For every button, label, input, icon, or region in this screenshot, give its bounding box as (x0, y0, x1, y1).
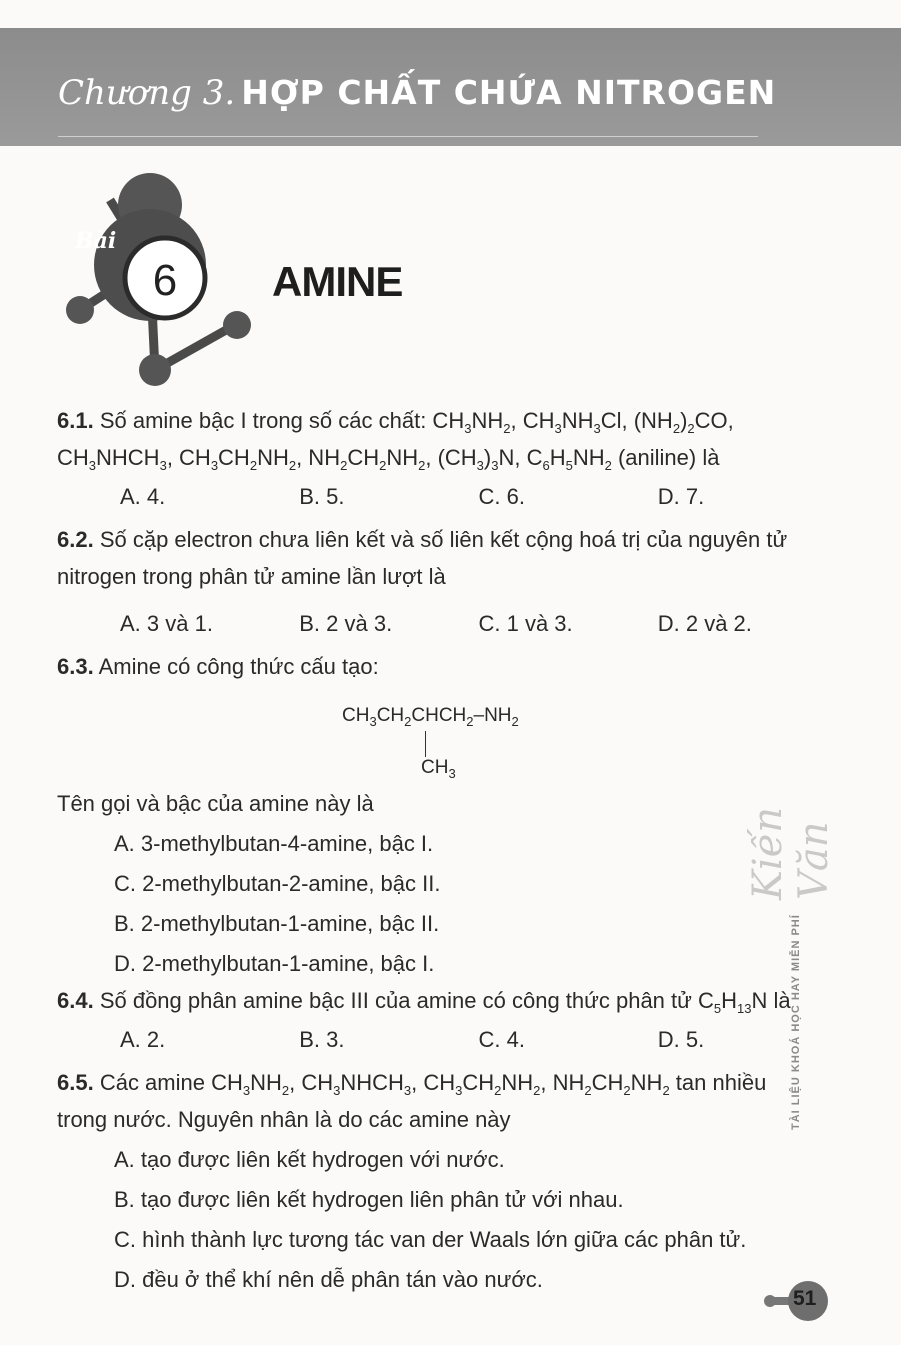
option-a[interactable]: A. 3 và 1. (120, 611, 213, 636)
text: NH (471, 408, 504, 433)
chapter-label: Chương 3. (58, 73, 236, 113)
chapter-title: HỢP CHẤT CHỨA NITROGEN (241, 73, 777, 112)
text: , (CH (425, 445, 477, 470)
text: tan nhiều (669, 1070, 767, 1095)
question-6-3 (57, 648, 837, 982)
text: NH (561, 408, 594, 433)
option-d[interactable]: D. 5. (657, 1027, 705, 1052)
page-number: 51 (793, 1287, 817, 1310)
question-6-2 (57, 521, 837, 642)
text: , CH (166, 445, 211, 470)
subscript: 3 (403, 1083, 412, 1098)
subscript: 2 (288, 458, 297, 473)
subscript: 3 (455, 1083, 463, 1098)
text: CH (342, 705, 370, 726)
text: Số cặp electron chưa liên kết và số liên kết cộng hoá trị của nguyên tử nitrogen trong phân tử amine lần lượt là (57, 527, 788, 589)
banner-divider (58, 136, 758, 137)
text: NH (630, 1070, 663, 1095)
question-text (57, 1064, 837, 1101)
text: , NH (540, 1070, 585, 1095)
formula-branch (421, 749, 456, 786)
text: NH (257, 445, 289, 470)
subscript: 3 (554, 421, 562, 436)
question-text-line-2: trong nước. Nguyên nhân là do các amine này (57, 1107, 511, 1132)
subscript: 6 (542, 458, 550, 473)
subscript: 3 (159, 458, 167, 473)
text: CH (57, 445, 89, 470)
option-d[interactable]: D. 2-methylbutan-1-amine, bậc I. (114, 951, 435, 976)
text: NH (250, 1070, 282, 1095)
text: CHCH (411, 705, 467, 726)
option-a[interactable]: A. tạo được liên kết hydrogen với nước. (114, 1147, 505, 1172)
subscript: 3 (333, 1083, 341, 1098)
text: –NH (473, 705, 512, 726)
option-b[interactable]: B. 5. (299, 484, 345, 509)
subscript: 3 (491, 458, 499, 473)
question-text (57, 402, 837, 439)
question-number: 6.1. (57, 408, 94, 433)
option-c[interactable]: C. 6. (478, 484, 525, 509)
option-b[interactable]: B. 2-methylbutan-1-amine, bậc II. (114, 911, 440, 936)
text: H (549, 445, 566, 470)
text: CO, (694, 408, 734, 433)
option-a[interactable]: A. 2. (120, 1027, 166, 1052)
subscript: 5 (565, 458, 573, 473)
text: Amine có công thức cấu tạo: (93, 654, 379, 679)
subscript: 2 (249, 458, 258, 473)
subscript: 2 (404, 714, 412, 729)
option-c[interactable]: C. hình thành lực tương tác van der Waals lớn giữa các phân tử. (114, 1227, 747, 1252)
answer-options (57, 478, 837, 515)
question-number: 6.2. (57, 527, 94, 552)
subscript: 3 (210, 458, 219, 473)
text: NH (386, 445, 419, 470)
question-number: 6.3. (57, 654, 94, 679)
option-c[interactable]: C. 4. (478, 1027, 525, 1052)
option-b[interactable]: B. 3. (299, 1027, 345, 1052)
subscript: 3 (242, 1083, 251, 1098)
subscript: 2 (672, 421, 681, 436)
subscript: 2 (623, 1083, 631, 1098)
subscript: 2 (533, 1083, 541, 1098)
subscript: 3 (593, 421, 601, 436)
subscript: 3 (88, 458, 97, 473)
watermark-text: TÀI LIỆU KHOÁ HỌC HAY MIỄN PHÍ (790, 914, 802, 1130)
subscript: 2 (340, 458, 348, 473)
text: CH (591, 1070, 624, 1095)
text: N, C (498, 445, 543, 470)
subscript: 3 (448, 766, 456, 781)
subscript: 2 (604, 458, 612, 473)
option-c[interactable]: C. 2-methylbutan-2-amine, bậc II. (114, 871, 441, 896)
watermark-script: Kiến Văn (745, 806, 837, 900)
text: CH (218, 445, 250, 470)
subscript: 2 (662, 1083, 670, 1098)
subscript: 2 (687, 421, 695, 436)
subscript: 2 (379, 458, 387, 473)
option-a[interactable]: A. 3-methylbutan-4-amine, bậc I. (114, 831, 434, 856)
subscript: 2 (418, 458, 426, 473)
text: Số amine bậc I trong số các chất: CH (93, 408, 465, 433)
subscript: 3 (369, 714, 377, 729)
lesson-number: 6 (152, 256, 178, 305)
option-a[interactable]: A. 4. (120, 484, 166, 509)
text: , CH (289, 1070, 334, 1095)
subscript: 2 (584, 1083, 592, 1098)
question-number: 6.4. (57, 988, 94, 1013)
text: (aniline) là (611, 445, 720, 470)
subscript: 2 (281, 1083, 290, 1098)
text: NHCH (96, 445, 160, 470)
chapter-banner (0, 28, 901, 146)
question-6-4 (57, 982, 837, 1058)
answer-options (57, 1021, 837, 1058)
subscript: 13 (737, 1001, 752, 1016)
text: CH (347, 445, 380, 470)
text: H (721, 988, 737, 1013)
text: CH (462, 1070, 495, 1095)
text: NH (501, 1070, 534, 1095)
option-b[interactable]: B. tạo được liên kết hydrogen liên phân tử với nhau. (114, 1187, 624, 1212)
text: Các amine CH (93, 1070, 243, 1095)
question-6-1 (57, 402, 837, 515)
question-text (57, 521, 837, 595)
question-list (57, 402, 837, 1298)
option-c[interactable]: C. 1 và 3. (478, 611, 573, 636)
question-6-5 (57, 1064, 837, 1298)
formula-main-chain (342, 697, 519, 734)
chapter-heading (58, 73, 776, 113)
subscript: 3 (464, 421, 472, 436)
text: , CH (411, 1070, 456, 1095)
text: N là (751, 988, 791, 1013)
question-text (57, 982, 837, 1019)
subscript: 2 (494, 1083, 502, 1098)
subscript: 2 (466, 714, 474, 729)
text: Số đồng phân amine bậc III của amine có công thức phân tử C (93, 988, 714, 1013)
text: , NH (296, 445, 341, 470)
question-text (57, 648, 837, 685)
text: NH (572, 445, 605, 470)
lesson-molecule-icon (55, 160, 275, 390)
text: Cl, (NH (600, 408, 673, 433)
lesson-label: Bài (75, 228, 117, 254)
option-b[interactable]: B. 2 và 3. (299, 611, 393, 636)
question-number: 6.5. (57, 1070, 94, 1095)
text: ) (680, 408, 688, 433)
text: NHCH (340, 1070, 404, 1095)
question-prompt: Tên gọi và bậc của amine này là (57, 791, 374, 816)
option-d[interactable]: D. 2 và 2. (657, 611, 752, 636)
text: CH (376, 705, 405, 726)
text: ) (483, 445, 492, 470)
answer-options (57, 605, 837, 642)
structural-formula (57, 685, 837, 785)
option-d[interactable]: D. 7. (657, 484, 705, 509)
subscript: 5 (713, 1001, 722, 1016)
option-d[interactable]: D. đều ở thể khí nên dễ phân tán vào nước. (114, 1267, 543, 1292)
subscript: 3 (476, 458, 484, 473)
lesson-title: AMINE (272, 258, 403, 305)
text: CH (421, 757, 449, 778)
subscript: 2 (503, 421, 511, 436)
question-text-line-2 (57, 439, 837, 476)
text: , CH (510, 408, 555, 433)
subscript: 2 (511, 714, 519, 729)
